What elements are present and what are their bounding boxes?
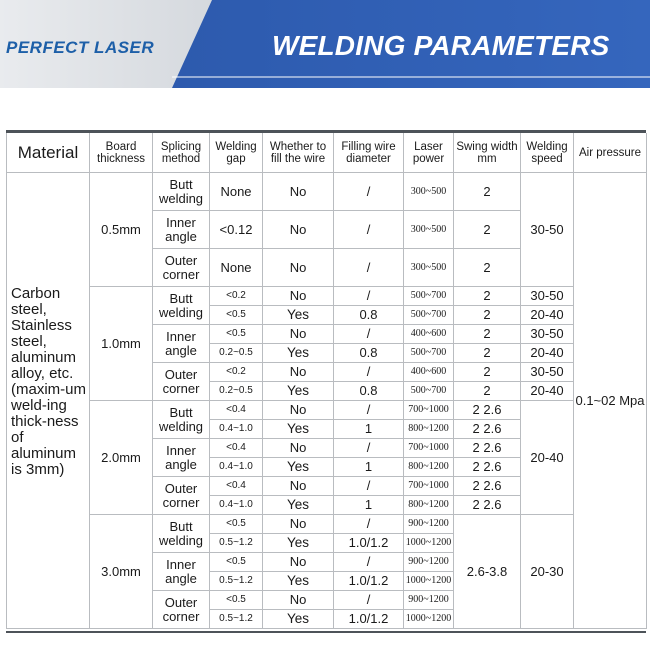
header-splicing-method: Splicing method: [153, 133, 210, 173]
swing-cell: 2 2.6: [454, 458, 521, 477]
wire-cell: /: [334, 249, 404, 287]
fill-cell: No: [263, 401, 334, 420]
header-material: Material: [7, 133, 90, 173]
splicing-method-cell: Inner angle: [153, 553, 210, 591]
splicing-method-cell: Butt welding: [153, 401, 210, 439]
swing-cell: 2: [454, 382, 521, 401]
wire-cell: /: [334, 477, 404, 496]
splicing-method-cell: Outer corner: [153, 591, 210, 629]
power-cell: 1000~1200: [404, 572, 454, 591]
fill-cell: No: [263, 211, 334, 249]
swing-cell: 2: [454, 306, 521, 325]
power-cell: 300~500: [404, 249, 454, 287]
wire-cell: 1.0/1.2: [334, 610, 404, 629]
fill-cell: No: [263, 325, 334, 344]
power-cell: 700~1000: [404, 439, 454, 458]
fill-cell: No: [263, 249, 334, 287]
swing-cell: 2 2.6: [454, 420, 521, 439]
gap-cell: 0.5~1.2: [210, 610, 263, 629]
fill-cell: Yes: [263, 382, 334, 401]
header-laser-power: Laser power: [404, 133, 454, 173]
swing-cell: 2: [454, 325, 521, 344]
wire-cell: 0.8: [334, 344, 404, 363]
swing-cell: 2: [454, 287, 521, 306]
header-swing-width: Swing width mm: [454, 133, 521, 173]
power-cell: 300~500: [404, 173, 454, 211]
wire-cell: /: [334, 439, 404, 458]
table-row: [7, 515, 647, 534]
wire-cell: 0.8: [334, 382, 404, 401]
power-cell: 900~1200: [404, 553, 454, 572]
gap-cell: 0.5~1.2: [210, 572, 263, 591]
fill-cell: No: [263, 287, 334, 306]
power-cell: 1000~1200: [404, 610, 454, 629]
gap-cell: <0.4: [210, 477, 263, 496]
splicing-method-cell: Butt welding: [153, 287, 210, 325]
gap-cell: <0.5: [210, 553, 263, 572]
fill-cell: Yes: [263, 458, 334, 477]
power-cell: 300~500: [404, 211, 454, 249]
speed-cell: 20-40: [521, 382, 574, 401]
brand-logo: PERFECT LASER: [6, 38, 155, 57]
power-cell: 1000~1200: [404, 534, 454, 553]
table-row: [7, 287, 647, 306]
header-fill-wire: Whether to fill the wire: [263, 133, 334, 173]
gap-cell: <0.5: [210, 515, 263, 534]
swing-cell: 2.6-3.8: [454, 515, 521, 629]
splicing-method-cell: Inner angle: [153, 325, 210, 363]
gap-cell: None: [210, 173, 263, 211]
splicing-method-cell: Inner angle: [153, 439, 210, 477]
wire-cell: /: [334, 211, 404, 249]
wire-cell: /: [334, 363, 404, 382]
fill-cell: Yes: [263, 496, 334, 515]
wire-cell: 1: [334, 458, 404, 477]
power-cell: 500~700: [404, 344, 454, 363]
power-cell: 500~700: [404, 382, 454, 401]
power-cell: 800~1200: [404, 420, 454, 439]
swing-cell: 2: [454, 211, 521, 249]
gap-cell: <0.4: [210, 439, 263, 458]
speed-cell: 30-50: [521, 325, 574, 344]
table-row: [7, 173, 647, 211]
fill-cell: Yes: [263, 610, 334, 629]
header-board-thickness: Board thickness: [90, 133, 153, 173]
gap-cell: 0.4~1.0: [210, 420, 263, 439]
fill-cell: No: [263, 515, 334, 534]
speed-cell: 20-40: [521, 306, 574, 325]
gap-cell: <0.5: [210, 325, 263, 344]
swing-cell: 2 2.6: [454, 439, 521, 458]
wire-cell: /: [334, 553, 404, 572]
splicing-method-cell: Outer corner: [153, 477, 210, 515]
gap-cell: 0.4~1.0: [210, 496, 263, 515]
page-title: WELDING PARAMETERS: [272, 30, 610, 61]
gap-cell: <0.4: [210, 401, 263, 420]
fill-cell: No: [263, 173, 334, 211]
splicing-method-cell: Inner angle: [153, 211, 210, 249]
table-row: [7, 401, 647, 420]
gap-cell: 0.5~1.2: [210, 534, 263, 553]
gap-cell: 0.2~0.5: [210, 382, 263, 401]
splicing-method-cell: Outer corner: [153, 249, 210, 287]
power-cell: 700~1000: [404, 401, 454, 420]
fill-cell: Yes: [263, 534, 334, 553]
gap-cell: None: [210, 249, 263, 287]
power-cell: 800~1200: [404, 458, 454, 477]
speed-cell: 20-40: [521, 401, 574, 515]
wire-cell: 1.0/1.2: [334, 534, 404, 553]
speed-cell: 30-50: [521, 173, 574, 287]
gap-cell: 0.4~1.0: [210, 458, 263, 477]
wire-cell: 1: [334, 420, 404, 439]
gap-cell: <0.2: [210, 363, 263, 382]
fill-cell: No: [263, 439, 334, 458]
power-cell: 700~1000: [404, 477, 454, 496]
header-row: [7, 133, 647, 173]
wire-cell: /: [334, 591, 404, 610]
fill-cell: Yes: [263, 420, 334, 439]
swing-cell: 2 2.6: [454, 401, 521, 420]
swing-cell: 2: [454, 173, 521, 211]
swing-cell: 2 2.6: [454, 477, 521, 496]
power-cell: 500~700: [404, 306, 454, 325]
swing-cell: 2 2.6: [454, 496, 521, 515]
power-cell: 800~1200: [404, 496, 454, 515]
board-thickness-cell: 0.5mm: [90, 173, 153, 287]
header-welding-gap: Welding gap: [210, 133, 263, 173]
wire-cell: /: [334, 325, 404, 344]
splicing-method-cell: Outer corner: [153, 363, 210, 401]
speed-cell: 20-30: [521, 515, 574, 629]
fill-cell: Yes: [263, 572, 334, 591]
power-cell: 400~600: [404, 325, 454, 344]
fill-cell: No: [263, 477, 334, 496]
gap-cell: <0.12: [210, 211, 263, 249]
board-thickness-cell: 1.0mm: [90, 287, 153, 401]
fill-cell: No: [263, 553, 334, 572]
board-thickness-cell: 3.0mm: [90, 515, 153, 629]
table-bottom-rule: [6, 631, 646, 633]
header-air-pressure: Air pressure: [574, 133, 647, 173]
fill-cell: Yes: [263, 344, 334, 363]
power-cell: 500~700: [404, 287, 454, 306]
swing-cell: 2: [454, 363, 521, 382]
board-thickness-cell: 2.0mm: [90, 401, 153, 515]
fill-cell: No: [263, 363, 334, 382]
header-wire-diameter: Filling wire diameter: [334, 133, 404, 173]
wire-cell: 1.0/1.2: [334, 572, 404, 591]
gap-cell: <0.2: [210, 287, 263, 306]
header-welding-speed: Welding speed: [521, 133, 574, 173]
swing-cell: 2: [454, 249, 521, 287]
wire-cell: /: [334, 401, 404, 420]
air-pressure-cell: 0.1~02 Mpa: [574, 173, 647, 629]
wire-cell: 0.8: [334, 306, 404, 325]
swing-cell: 2: [454, 344, 521, 363]
power-cell: 900~1200: [404, 515, 454, 534]
gap-cell: <0.5: [210, 306, 263, 325]
splicing-method-cell: Butt welding: [153, 173, 210, 211]
speed-cell: 20-40: [521, 344, 574, 363]
power-cell: 900~1200: [404, 591, 454, 610]
power-cell: 400~600: [404, 363, 454, 382]
material-cell: Carbon steel, Stainless steel, aluminum alloy, etc. (maxim-um weld-ing thick-ness of aluminum is 3mm): [7, 173, 90, 629]
wire-cell: /: [334, 287, 404, 306]
fill-cell: Yes: [263, 306, 334, 325]
gap-cell: 0.2~0.5: [210, 344, 263, 363]
wire-cell: 1: [334, 496, 404, 515]
wire-cell: /: [334, 173, 404, 211]
welding-parameters-table: [6, 133, 647, 629]
speed-cell: 30-50: [521, 287, 574, 306]
splicing-method-cell: Butt welding: [153, 515, 210, 553]
speed-cell: 30-50: [521, 363, 574, 382]
fill-cell: No: [263, 591, 334, 610]
wire-cell: /: [334, 515, 404, 534]
gap-cell: <0.5: [210, 591, 263, 610]
